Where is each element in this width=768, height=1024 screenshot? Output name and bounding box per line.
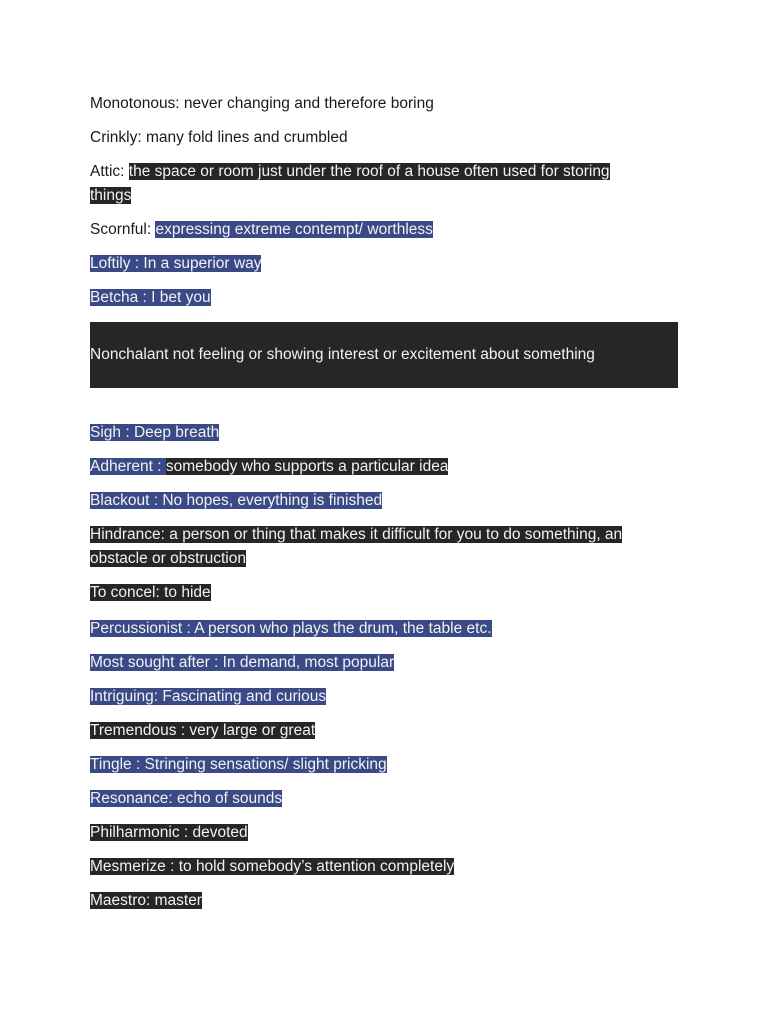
entry-blackout bbox=[90, 489, 670, 513]
entry-text: Loftily : In a superior way bbox=[90, 255, 262, 272]
entry-text: Maestro: master bbox=[90, 892, 202, 909]
entry-adherent bbox=[90, 455, 670, 479]
entry-text: Crinkly: many fold lines and crumbled bbox=[90, 129, 348, 146]
entry-term: Attic: bbox=[90, 163, 129, 180]
entry-philharmonic bbox=[90, 821, 670, 845]
entry-sigh bbox=[90, 421, 670, 445]
entry-term: Scornful: bbox=[90, 221, 156, 238]
entry-crinkly bbox=[90, 126, 670, 150]
entry-attic bbox=[90, 160, 650, 208]
entry-text: Sigh : Deep breath bbox=[90, 424, 220, 441]
entry-definition: the space or room just under the roof of a house often used for storing things bbox=[90, 163, 610, 204]
entry-text: Tingle : Stringing sensations/ slight pricking bbox=[90, 756, 387, 773]
entry-text: Betcha : I bet you bbox=[90, 289, 211, 306]
entry-text: Blackout : No hopes, everything is finished bbox=[90, 492, 383, 509]
entry-text: Percussionist : A person who plays the drum, the table etc. bbox=[90, 620, 492, 637]
entry-tremendous bbox=[90, 719, 670, 743]
entry-text: To concel: to hide bbox=[90, 584, 211, 601]
entry-term: Adherent : bbox=[90, 458, 166, 475]
entry-text: Intriguing: Fascinating and curious bbox=[90, 688, 327, 705]
entry-text: Monotonous: never changing and therefore boring bbox=[90, 95, 434, 112]
entry-concel bbox=[90, 581, 670, 605]
entry-tingle bbox=[90, 753, 670, 777]
entry-text: Tremendous : very large or great bbox=[90, 722, 316, 739]
entry-definition: somebody who supports a particular idea bbox=[165, 458, 449, 475]
entry-intriguing bbox=[90, 685, 670, 709]
entry-monotonous bbox=[90, 92, 670, 116]
entry-resonance bbox=[90, 787, 670, 811]
entry-scornful bbox=[90, 218, 670, 242]
entry-maestro bbox=[90, 889, 670, 913]
entry-text: Resonance: echo of sounds bbox=[90, 790, 283, 807]
entry-definition: expressing extreme contempt/ worthless bbox=[155, 221, 433, 238]
entry-most-sought-after bbox=[90, 651, 670, 675]
entry-betcha bbox=[90, 286, 670, 310]
entry-text: Nonchalant not feeling or showing interest or excitement about something bbox=[90, 346, 595, 363]
entry-text: Mesmerize : to hold somebody’s attention completely bbox=[90, 858, 455, 875]
entry-loftily bbox=[90, 252, 670, 276]
entry-text: Most sought after : In demand, most popular bbox=[90, 654, 395, 671]
entry-hindrance bbox=[90, 523, 662, 571]
entry-nonchalant bbox=[90, 322, 678, 388]
entry-mesmerize bbox=[90, 855, 670, 879]
entry-percussionist bbox=[90, 617, 670, 641]
entry-text: Hindrance: a person or thing that makes it difficult for you to do something, an obstacle or obstruction bbox=[90, 526, 623, 567]
entry-text: Philharmonic : devoted bbox=[90, 824, 248, 841]
